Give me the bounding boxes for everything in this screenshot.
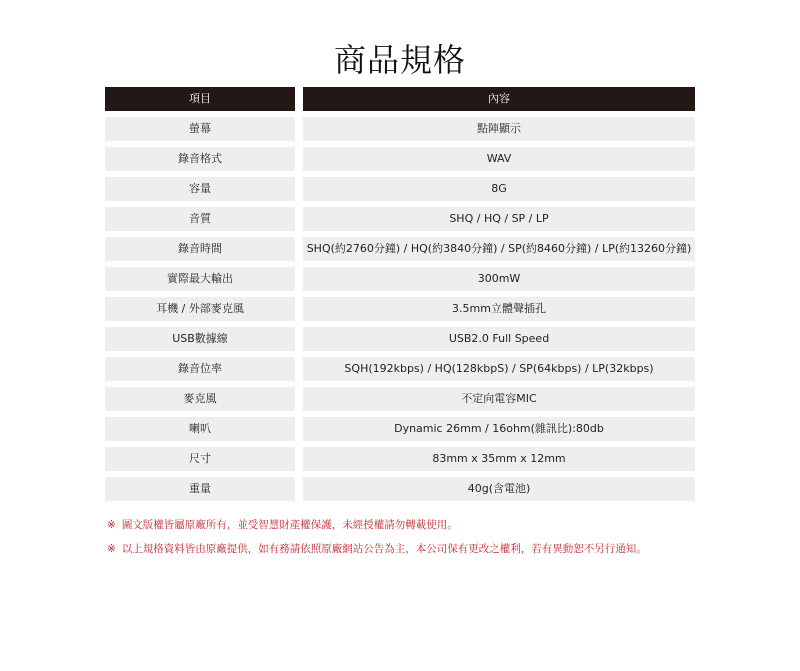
spec-label-cell: 螢幕 bbox=[105, 117, 295, 141]
header-label-cell: 項目 bbox=[105, 87, 295, 111]
spec-label-cell: 容量 bbox=[105, 177, 295, 201]
page-title: 商品規格 bbox=[333, 41, 466, 79]
spec-value-cell: SHQ / HQ / SP / LP bbox=[303, 207, 695, 231]
spec-label-cell: 重量 bbox=[105, 477, 295, 501]
table-row bbox=[105, 297, 695, 321]
spec-table bbox=[105, 87, 695, 507]
table-row bbox=[105, 357, 695, 381]
spec-label-cell: 喇叭 bbox=[105, 417, 295, 441]
note-mark: ※ bbox=[107, 543, 116, 555]
spec-label-cell: 麥克風 bbox=[105, 387, 295, 411]
spec-value-cell: 點陣顯示 bbox=[303, 117, 695, 141]
table-header-row bbox=[105, 87, 695, 111]
note-copyright bbox=[107, 517, 767, 533]
table-row bbox=[105, 177, 695, 201]
spec-label-cell: 錄音格式 bbox=[105, 147, 295, 171]
table-row bbox=[105, 147, 695, 171]
spec-label-cell: USB數據線 bbox=[105, 327, 295, 351]
spec-value-cell: 300mW bbox=[303, 267, 695, 291]
spec-label-cell: 實際最大輸出 bbox=[105, 267, 295, 291]
table-row bbox=[105, 327, 695, 351]
notes bbox=[107, 517, 767, 565]
spec-value-cell: 83mm x 35mm x 12mm bbox=[303, 447, 695, 471]
note-text: 以上規格資料皆由原廠提供，如有務請依照原廠網站公告為主，本公司保有更改之權利，若有異動恕不另行通知。 bbox=[121, 543, 647, 555]
table-row bbox=[105, 447, 695, 471]
note-disclaimer bbox=[107, 541, 767, 557]
table-row bbox=[105, 387, 695, 411]
table-row bbox=[105, 207, 695, 231]
spec-value-cell: Dynamic 26mm / 16ohm(雜訊比):80db bbox=[303, 417, 695, 441]
table-row bbox=[105, 117, 695, 141]
table-row bbox=[105, 267, 695, 291]
note-mark: ※ bbox=[107, 519, 116, 531]
spec-value-cell: SQH(192kbps) / HQ(128kbpS) / SP(64kbps) / LP(32kbps) bbox=[303, 357, 695, 381]
spec-value-cell: 40g(含電池) bbox=[303, 477, 695, 501]
spec-value-cell: USB2.0 Full Speed bbox=[303, 327, 695, 351]
spec-value-cell: 8G bbox=[303, 177, 695, 201]
table-row bbox=[105, 477, 695, 501]
table-row bbox=[105, 417, 695, 441]
table-row bbox=[105, 237, 695, 261]
table-body bbox=[105, 117, 695, 501]
spec-value-cell: WAV bbox=[303, 147, 695, 171]
spec-value-cell: SHQ(約2760分鐘) / HQ(約3840分鐘) / SP(約8460分鐘) / LP(約13260分鐘) bbox=[303, 237, 695, 261]
spec-label-cell: 錄音時間 bbox=[105, 237, 295, 261]
spec-label-cell: 尺寸 bbox=[105, 447, 295, 471]
spec-label-cell: 音質 bbox=[105, 207, 295, 231]
spec-label-cell: 耳機 / 外部麥克風 bbox=[105, 297, 295, 321]
note-text: 圖文版權皆屬原廠所有，並受智慧財產權保護，未經授權請勿轉載使用。 bbox=[121, 519, 458, 531]
header-value-cell: 內容 bbox=[303, 87, 695, 111]
spec-value-cell: 不定向電容MIC bbox=[303, 387, 695, 411]
spec-label-cell: 錄音位率 bbox=[105, 357, 295, 381]
spec-value-cell: 3.5mm立體聲插孔 bbox=[303, 297, 695, 321]
